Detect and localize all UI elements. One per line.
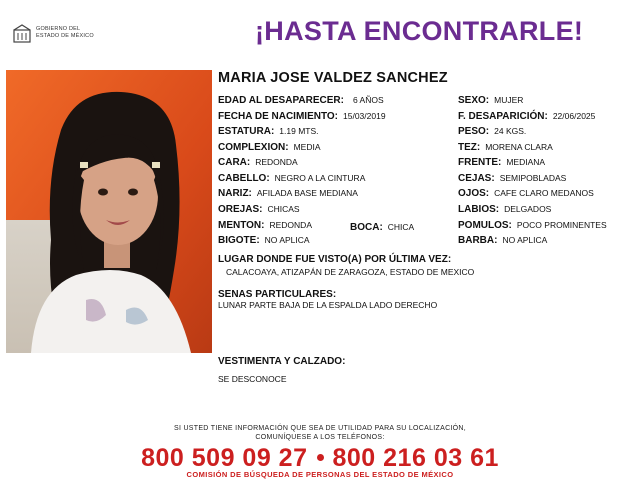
logo-line2: ESTADO DE MÉXICO <box>36 33 94 39</box>
field-orejas <box>218 204 300 215</box>
sexo-label: SEXO: <box>458 95 490 106</box>
missing-person-photo <box>6 70 212 353</box>
last-seen-value: CALACOAYA, ATIZAPÁN DE ZARAGOZA, ESTADO DE MEXICO <box>226 267 475 277</box>
orejas-value: CHICAS <box>267 204 300 214</box>
field-edad <box>218 95 384 106</box>
desaparicion-value: 22/06/2025 <box>552 111 596 121</box>
field-menton <box>218 220 312 231</box>
phone-2: 800 216 03 61 <box>332 444 499 472</box>
person-name: MARIA JOSE VALDEZ SANCHEZ <box>218 70 448 86</box>
particular-marks-title: SENAS PARTICULARES: <box>218 289 337 300</box>
field-cabello <box>218 173 365 184</box>
orejas-label: OREJAS: <box>218 204 263 215</box>
nacimiento-value: 15/03/2019 <box>343 111 386 121</box>
field-barba <box>458 235 547 246</box>
field-complexion <box>218 142 320 153</box>
complexion-label: COMPLEXION: <box>218 142 289 153</box>
desaparicion-label: F. DESAPARICIÓN: <box>458 111 548 122</box>
menton-value: REDONDA <box>269 220 312 230</box>
boca-value: CHICA <box>387 222 415 232</box>
field-boca <box>350 222 414 233</box>
ojos-value: CAFE CLARO MEDANOS <box>494 188 594 198</box>
logo-text <box>36 26 94 40</box>
estatura-label: ESTATURA: <box>218 126 275 137</box>
cara-value: REDONDA <box>255 157 298 167</box>
separator-dot-icon <box>317 454 324 461</box>
cejas-value: SEMIPOBLADAS <box>499 173 567 183</box>
cabello-value: NEGRO A LA CINTURA <box>274 173 366 183</box>
cabello-label: CABELLO: <box>218 173 270 184</box>
boca-label: BOCA: <box>350 222 383 233</box>
barba-value: NO APLICA <box>502 235 548 245</box>
clothing-title: VESTIMENTA Y CALZADO: <box>218 356 346 367</box>
pomulos-label: POMULOS: <box>458 220 512 231</box>
field-peso <box>458 126 526 137</box>
government-logo <box>12 24 132 46</box>
tez-value: MORENA CLARA <box>485 142 553 152</box>
complexion-value: MEDIA <box>293 142 321 152</box>
field-tez <box>458 142 553 153</box>
edad-value: 6 AÑOS <box>352 95 384 105</box>
tez-label: TEZ: <box>458 142 481 153</box>
field-cara <box>218 157 298 168</box>
photo-illustration <box>6 70 212 353</box>
field-desaparicion <box>458 111 595 122</box>
labios-value: DELGADOS <box>504 204 552 214</box>
particular-marks-value: LUNAR PARTE BAJA DE LA ESPALDA LADO DERECHO <box>218 300 438 310</box>
contact-notice-line2: COMUNÍQUESE A LOS TELÉFONOS: <box>255 434 385 441</box>
clothing-value: SE DESCONOCE <box>218 374 287 384</box>
nacimiento-label: FECHA DE NACIMIENTO: <box>218 111 338 122</box>
field-cejas <box>458 173 566 184</box>
peso-label: PESO: <box>458 126 490 137</box>
field-estatura <box>218 126 319 137</box>
barba-label: BARBA: <box>458 235 498 246</box>
cejas-label: CEJAS: <box>458 173 495 184</box>
nariz-label: NARIZ: <box>218 188 252 199</box>
field-sexo <box>458 95 523 106</box>
commission-name: COMISIÓN DE BÚSQUEDA DE PERSONAS DEL ESTADO DE MÉXICO <box>186 470 454 479</box>
bigote-value: NO APLICA <box>264 235 310 245</box>
field-labios <box>458 204 551 215</box>
headline: ¡HASTA ENCONTRARLE! <box>255 16 584 46</box>
field-bigote <box>218 235 310 246</box>
phone-1: 800 509 09 27 <box>141 444 308 472</box>
logo-line1: GOBIERNO DEL <box>36 26 81 32</box>
peso-value: 24 KGS. <box>494 126 527 136</box>
last-seen-title: LUGAR DONDE FUE VISTO(A) POR ÚLTIMA VEZ: <box>218 254 452 265</box>
contact-notice-line1: SI USTED TIENE INFORMACIÓN QUE SEA DE UTILIDAD PARA SU LOCALIZACIÓN, <box>173 425 467 432</box>
nariz-value: AFILADA BASE MEDIANA <box>256 188 358 198</box>
phone-numbers <box>0 444 640 473</box>
frente-value: MEDIANA <box>506 157 546 167</box>
field-nacimiento <box>218 111 386 122</box>
field-nariz <box>218 188 358 199</box>
labios-label: LABIOS: <box>458 204 500 215</box>
ojos-label: OJOS: <box>458 188 490 199</box>
estatura-value: 1.19 MTS. <box>279 126 319 136</box>
sexo-value: MUJER <box>494 95 524 105</box>
bigote-label: BIGOTE: <box>218 235 260 246</box>
field-ojos <box>458 188 594 199</box>
field-pomulos <box>458 220 607 231</box>
frente-label: FRENTE: <box>458 157 502 168</box>
field-frente <box>458 157 545 168</box>
cara-label: CARA: <box>218 157 251 168</box>
edad-label: EDAD AL DESAPARECER: <box>218 95 344 106</box>
pomulos-value: POCO PROMINENTES <box>516 220 607 230</box>
state-government-emblem-icon <box>12 24 32 44</box>
menton-label: MENTON: <box>218 220 265 231</box>
